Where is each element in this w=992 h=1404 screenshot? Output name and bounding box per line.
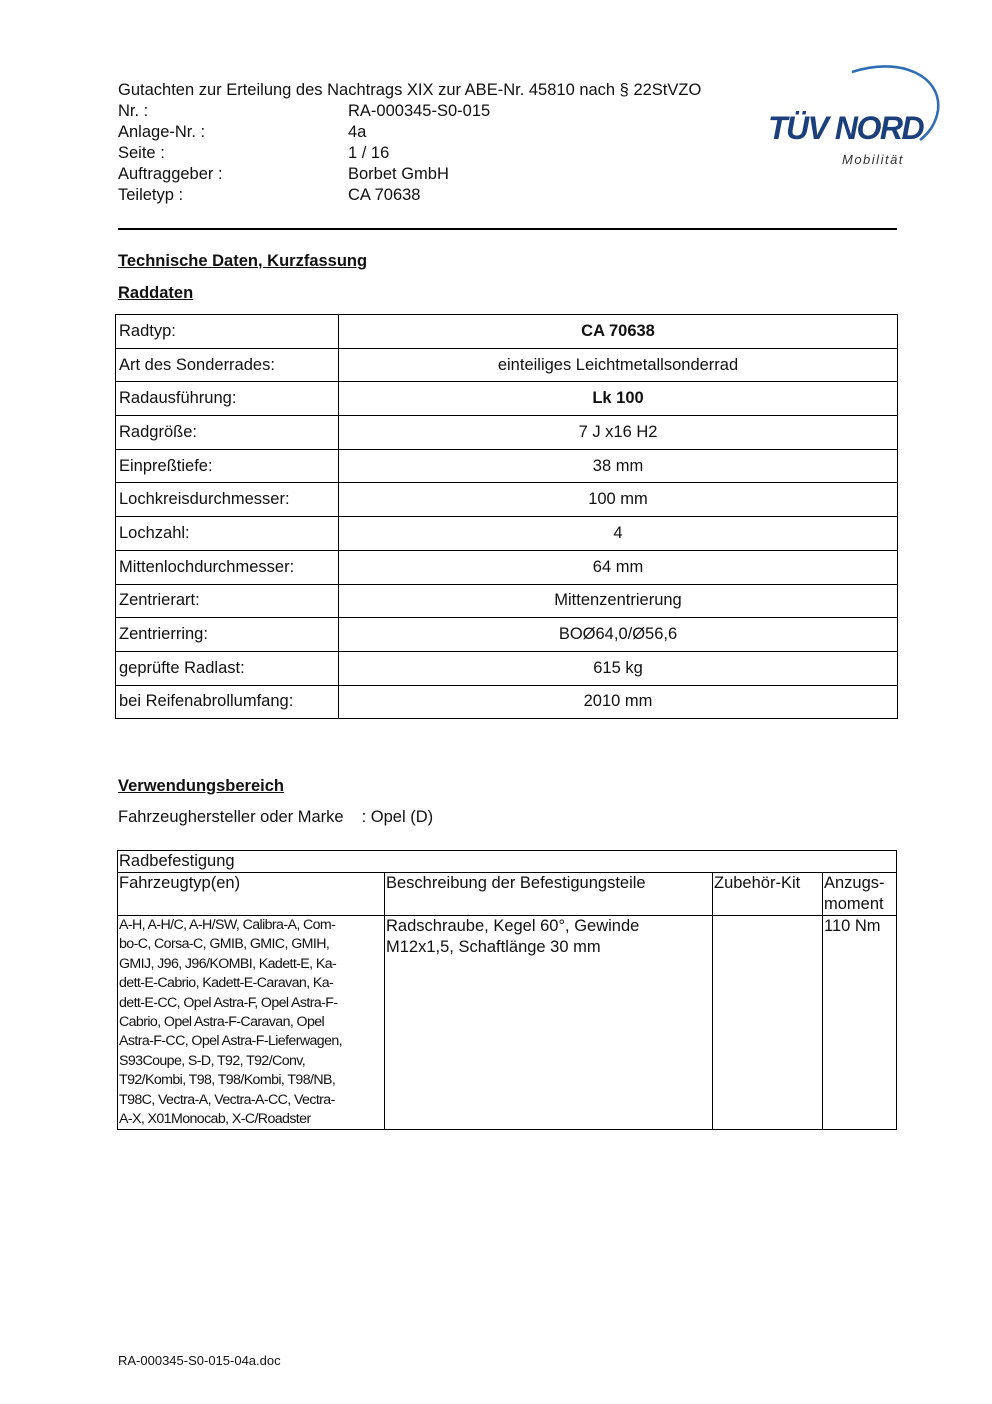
- table-row: [116, 618, 898, 652]
- cell-fahrzeugtypen: A-H, A-H/C, A-H/SW, Calibra-A, Com- bo-C, Corsa-C, GMIB, GMIC, GMIH, GMIJ, J96, J96/KOMBI, Kadett-E, Ka- dett-E-Cabrio, Kadett-E-Caravan, Ka- dett-E-CC, Opel Astra-F, Opel Astra-F- Cabrio, Opel Astra-F-Caravan, Opel Astra-F-CC, Opel Astra-F-Lieferwagen, S93Coupe, S-D, T92, T92/Conv, T92/Kombi, T98, T98/Kombi, T98/NB, T98C, Vectra-A, Vectra-A-CC, Vectra- A-X, X01Monocab, X-C/Roadster: [118, 916, 385, 1130]
- header-row-anlage: [118, 122, 701, 143]
- row-value: 615 kg: [339, 651, 898, 685]
- row-value: BOØ64,0/Ø56,6: [339, 618, 898, 652]
- row-label: Radtyp:: [116, 315, 339, 349]
- header-row-auftraggeber: [118, 164, 701, 185]
- table-row: [116, 348, 898, 382]
- table-row: [116, 483, 898, 517]
- row-value: 7 J x16 H2: [339, 416, 898, 450]
- row-label: Radausführung:: [116, 382, 339, 416]
- row-value: 100 mm: [339, 483, 898, 517]
- row-label: Lochzahl:: [116, 517, 339, 551]
- hersteller-label: Fahrzeughersteller oder Marke: [118, 808, 344, 826]
- header-label: Seite :: [118, 144, 165, 162]
- row-label: geprüfte Radlast:: [116, 651, 339, 685]
- footer-filename: RA-000345-S0-015-04a.doc: [118, 1353, 281, 1368]
- logo-subtitle: Mobilität: [842, 152, 904, 167]
- row-value: 2010 mm: [339, 685, 898, 719]
- row-label: bei Reifenabrollumfang:: [116, 685, 339, 719]
- row-label: Mittenlochdurchmesser:: [116, 550, 339, 584]
- row-label: Radgröße:: [116, 416, 339, 450]
- row-value: 4: [339, 517, 898, 551]
- cell-beschreibung: Radschraube, Kegel 60°, Gewinde M12x1,5, Schaftlänge 30 mm: [385, 916, 713, 1130]
- row-label: Art des Sonderrades:: [116, 348, 339, 382]
- header-row-seite: [118, 143, 701, 164]
- row-label: Zentrierart:: [116, 584, 339, 618]
- row-value: einteiliges Leichtmetallsonderrad: [339, 348, 898, 382]
- header-row-teiletyp: [118, 185, 701, 206]
- table-row: [116, 315, 898, 349]
- row-label: Einpreßtiefe:: [116, 449, 339, 483]
- header-value: RA-000345-S0-015: [348, 102, 491, 120]
- table-row: [116, 517, 898, 551]
- header-anzugsmoment: Anzugs- moment: [823, 873, 897, 916]
- section-title-technical: Technische Daten, Kurzfassung: [118, 252, 368, 270]
- tuv-nord-logo: [760, 58, 950, 173]
- header-fahrzeugtyp: Fahrzeugtyp(en): [118, 873, 385, 916]
- table-row: [116, 416, 898, 450]
- header-value: 4a: [348, 123, 367, 141]
- document-header: [118, 80, 701, 206]
- row-value: 64 mm: [339, 550, 898, 584]
- table-row: [118, 916, 897, 1130]
- table-title-row: [118, 851, 897, 873]
- hersteller-line: [118, 808, 433, 827]
- header-label: Teiletyp :: [118, 186, 184, 204]
- header-label: Nr. :: [118, 102, 149, 120]
- row-label: Zentrierring:: [116, 618, 339, 652]
- hersteller-value: Opel (D): [370, 808, 434, 826]
- row-value: Mittenzentrierung: [339, 584, 898, 618]
- section-title-verwendung: Verwendungsbereich: [118, 777, 284, 795]
- befestigung-title: Radbefestigung: [118, 851, 897, 873]
- table-row: [116, 382, 898, 416]
- table-row: [116, 651, 898, 685]
- table-row: [116, 449, 898, 483]
- cell-anzugsmoment: 110 Nm: [823, 916, 897, 1130]
- table-header-row: [118, 873, 897, 916]
- cell-zubehoer: [713, 916, 823, 1130]
- header-divider: [118, 228, 897, 230]
- row-label: Lochkreisdurchmesser:: [116, 483, 339, 517]
- section-title-raddaten: Raddaten: [118, 284, 194, 302]
- row-value: CA 70638: [339, 315, 898, 349]
- row-value: 38 mm: [339, 449, 898, 483]
- hersteller-separator: :: [361, 808, 367, 826]
- logo-text: TÜV NORD: [768, 110, 924, 146]
- header-label: Auftraggeber :: [118, 165, 223, 183]
- befestigung-table: [117, 850, 897, 1130]
- header-label: Anlage-Nr. :: [118, 123, 206, 141]
- raddaten-table: [115, 314, 898, 719]
- header-value: Borbet GmbH: [348, 165, 449, 183]
- header-beschreibung: Beschreibung der Befestigungsteile: [385, 873, 713, 916]
- header-value: CA 70638: [348, 186, 421, 204]
- header-row-nr: [118, 101, 701, 122]
- table-row: [116, 685, 898, 719]
- table-row: [116, 550, 898, 584]
- header-value: 1 / 16: [348, 144, 390, 162]
- table-row: [116, 584, 898, 618]
- header-title: Gutachten zur Erteilung des Nachtrags XIX zur ABE-Nr. 45810 nach § 22StVZO: [118, 81, 702, 99]
- header-zubehoer: Zubehör-Kit: [713, 873, 823, 916]
- row-value: Lk 100: [339, 382, 898, 416]
